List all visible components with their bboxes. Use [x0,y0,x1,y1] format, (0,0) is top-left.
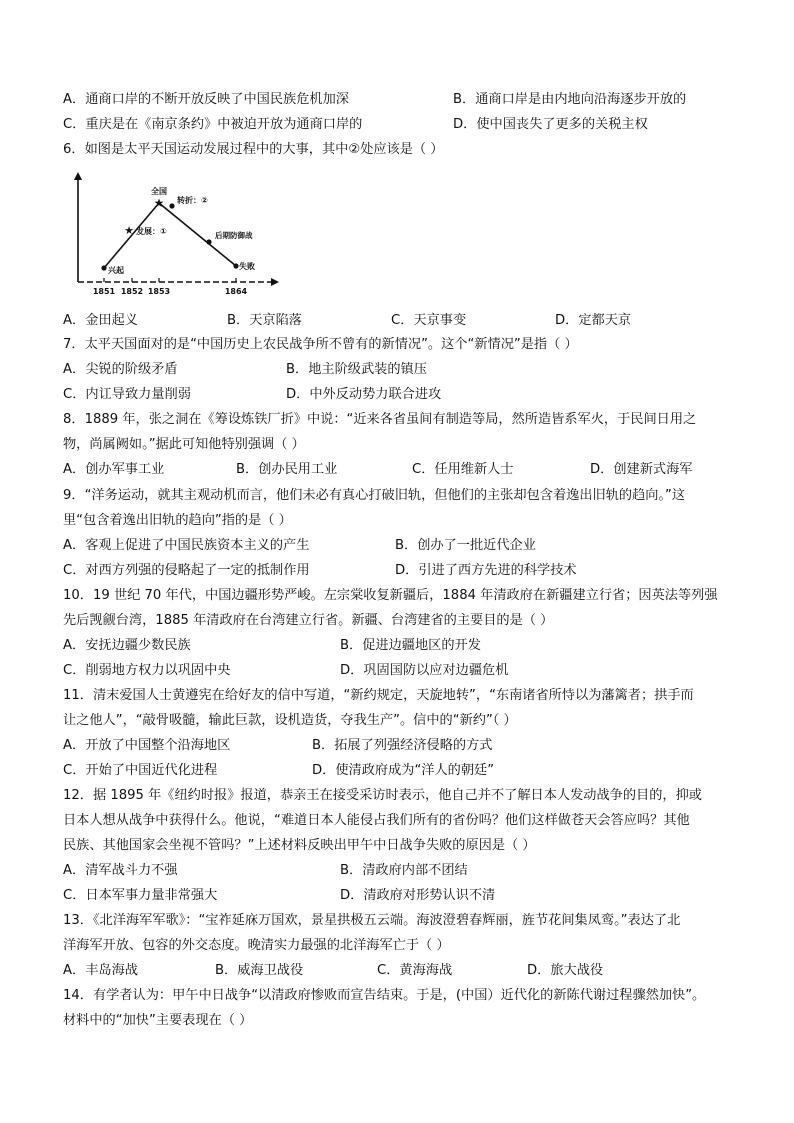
label-fail: 失败 [239,262,255,271]
q12-stem-line3: 民族、其他国家会坐视不管吗？”上述材料反映出甲午中日战争失败的原因是（ ） [63,838,536,853]
q7-option-d: D．中外反动势力联合进攻 [286,387,442,402]
q9-option-b: B．创办了一批近代企业 [395,538,536,553]
q12-stem-line2: 日本人想从战争中获得什么。他说，“难道日本人能侵占我们所有的省份吗？他们这样做苍天会答应吗？其他 [63,813,690,828]
q8-stem-line2: 物，尚属阙如。”据此可知他特别强调（ ） [63,437,305,452]
q9-option-d: D．引进了西方先进的科学技术 [395,563,577,578]
q11-option-b: B．拓展了列强经济侵略的方式 [312,738,493,753]
q5-option-a: A．通商口岸的不断开放反映了中国民族危机加深 [63,92,349,107]
q10-option-b: B．促进边疆地区的开发 [340,638,481,653]
point-rise [101,265,106,270]
q9-option-a: A．客观上促进了中国民族资本主义的产生 [63,538,310,553]
q10-option-c: C．削弱地方权力以巩固中央 [63,663,231,678]
q11-option-c: C．开始了中国近代化进程 [63,763,218,778]
q13-option-a: A．丰岛海战 [63,963,138,978]
q8-option-d: D．创建新式海军 [590,462,693,477]
q6-stem: 6．如图是太平天国运动发展过程中的大事，其中②处应该是（ ） [63,142,444,157]
q13-stem-line1: 13．《北洋海军军歌》：“宝祚延庥万国欢，景星拱极五云端。海波澄碧春辉丽，旌节花间集凤鸾。”表达了北 [63,913,681,928]
taiping-timeline-diagram [72,170,282,300]
q13-option-b: B．威海卫战役 [215,963,304,978]
q6-option-b: B．天京陷落 [227,313,302,328]
point-turn [169,203,174,208]
year-label: 1864 [224,287,248,296]
point-fail [233,263,238,268]
q7-option-a: A．尖锐的阶级矛盾 [63,362,178,377]
q5-option-c: C．重庆是在《南京条约》中被迫开放为通商口岸的 [63,117,363,132]
q9-stem-line2: 里“包含着逸出旧轨的趋向”指的是（ ） [63,513,292,528]
year-label: 1851 [92,287,116,296]
q11-stem-line1: 11．清末爱国人士黄遵宪在给好友的信中写道，“新约规定，天旋地转”，“东南诸省所恃以为藩篱者；拱手而 [63,688,694,703]
q12-option-c: C．日本军事力量非常强大 [63,888,218,903]
q7-stem: 7．太平天国面对的是“中国历史上农民战争所不曾有的新情况”。这个“新情况”是指（ ） [63,337,578,352]
q7-option-c: C．内讧导致力量削弱 [63,387,191,402]
q12-option-b: B．清政府内部不团结 [340,863,468,878]
q10-option-d: D．巩固国防以应对边疆危机 [340,663,509,678]
q12-stem-line1: 12．据 1895 年《纽约时报》报道，恭亲王在接受采访时表示，他自己并不了解日本人发动战争的目的，抑或 [63,788,702,803]
q13-option-d: D．旅大战役 [527,963,604,978]
star-dev: ★ [124,224,134,237]
q14-stem-line1: 14．有学者认为：甲午中日战争“以清政府惨败而宣告结束。于是，(中国）近代化的新陈代谢过程骤然加快”。 [63,988,706,1003]
q10-option-a: A．安抚边疆少数民族 [63,638,191,653]
label-late: 后期防御战 [215,231,253,240]
q6-option-c: C．天京事变 [391,313,467,328]
q9-stem-line1: 9．“洋务运动，就其主观动机而言，他们未必有真心打破旧轨，但他们的主张却包含着逸出旧轨的趋向。”这 [63,488,686,503]
year-label: 1852 [120,287,144,296]
star-peak: ★ [153,196,165,210]
label-dev: 发展：① [136,227,167,236]
q6-option-a: A．金田起义 [63,313,138,328]
q10-stem-line1: 10．19 世纪 70 年代，中国边疆形势严峻。左宗棠收复新疆后，1884 年清政府在新疆建立行省；因英法等列强 [63,588,718,603]
q13-stem-line2: 洋海军开放、包容的外交态度。晚清实力最强的北洋海军亡于（ ） [63,938,450,953]
q8-option-c: C．任用维新人士 [412,462,514,477]
q5-option-d: D．使中国丧失了更多的关税主权 [453,117,648,132]
point-late [206,239,211,244]
q12-option-a: A．清军战斗力不强 [63,863,178,878]
q8-stem-line1: 8．1889 年，张之洞在《筹设炼铁厂折》中说：“近来各省虽间有制造等局，然所造皆系军火，于民间日用之 [63,412,697,427]
q8-option-a: A．创办军事工业 [63,462,165,477]
q8-option-b: B．创办民用工业 [236,462,338,477]
label-turn: 转折：② [177,196,208,205]
q9-option-c: C．对西方列强的侵略起了一定的抵制作用 [63,563,310,578]
q6-option-d: D．定都天京 [555,313,632,328]
year-label: 1853 [147,287,171,296]
q10-stem-line2: 先后觊觎台湾，1885 年清政府在台湾建立行省。新疆、台湾建省的主要目的是（ ） [63,613,554,628]
q13-option-c: C．黄海海战 [377,963,453,978]
q11-option-d: D．使清政府成为“洋人的朝廷” [312,763,495,778]
q5-option-b: B．通商口岸是由内地向沿海逐步开放的 [453,92,687,107]
label-peak: 全国 [151,187,167,196]
q11-stem-line2: 让之他人”，“敲骨吸髓，输此巨款，设机造货，夺我生产”。信中的“新约”（ ） [63,713,517,728]
q7-option-b: B．地主阶级武装的镇压 [286,362,427,377]
q14-stem-line2: 材料中的“加快”主要表现在（ ） [63,1013,253,1028]
q12-option-d: D．清政府对形势认识不清 [340,888,496,903]
q11-option-a: A．开放了中国整个沿海地区 [63,738,231,753]
label-rise: 兴起 [108,266,124,275]
